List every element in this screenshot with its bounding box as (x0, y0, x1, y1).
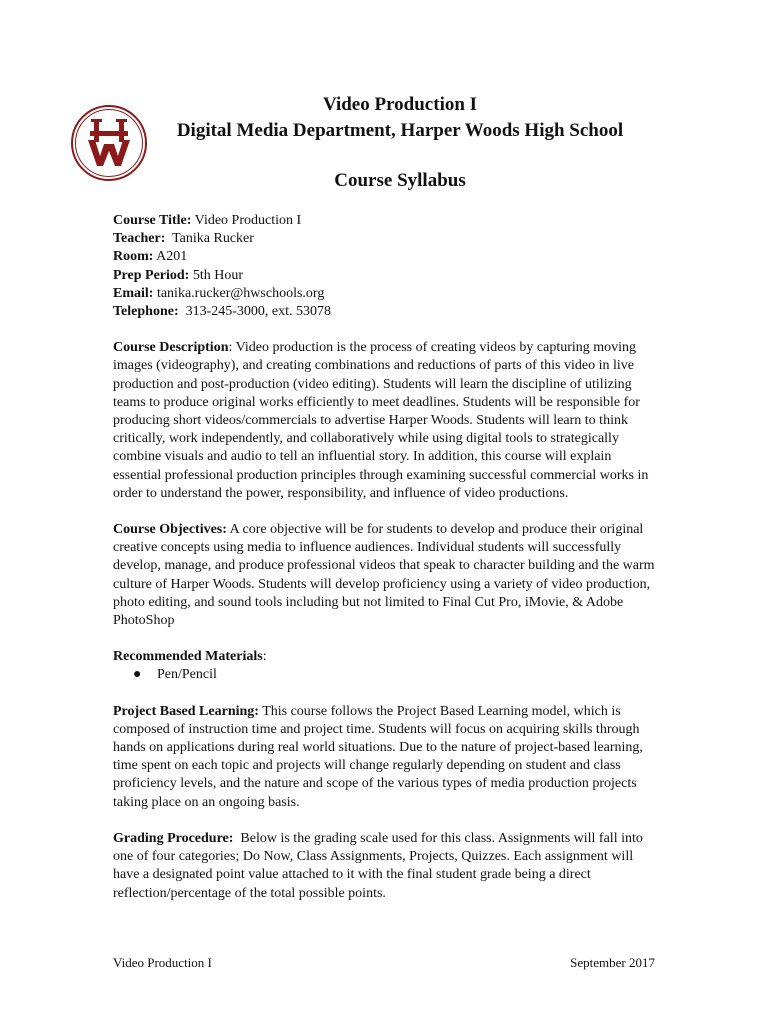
info-value: 5th Hour (189, 267, 244, 283)
section-text: : Video production is the process of creating videos by capturing moving images (videography), and creating combinations and reductions of parts of this video in live production and post-production (video editing). Students will learn the discipline of utilizing teams to produce original works efficiently to meet deadlines. Students will be responsible for producing short videos/commercials to advertise Harper Woods. Students will learn to think critically, work independently, and collaboratively while using digital tools to strategically combine visuals and audio to tell an influential story. In addition, this course will explain essential professional production principles through examining successful commercial works in order to understand the power, responsibility, and influence of video productions. (113, 340, 649, 501)
section-suffix: : (262, 649, 267, 665)
grading-procedure (113, 830, 658, 903)
info-row-email (113, 285, 658, 303)
info-value: Tanika Rucker (165, 231, 254, 247)
info-value: Video Production I (191, 213, 302, 228)
list-item-text: Pen/Pencil (157, 667, 217, 683)
section-label: Course Description (113, 340, 229, 356)
section-text: This course follows the Project Based Learning model, which is composed of instruction time and project time. Students will focus on acquiring skills through hands on applications during real world situations. Due to the nature of project-based learning, time spent on each topic and projects will change regularly depending on student and class proficiency levels, and the nature and scope of the various types of media production projects taking place on an ongoing basis. (113, 703, 643, 810)
page-footer (113, 955, 655, 971)
school-logo-icon (70, 104, 148, 182)
department-heading: Digital Media Department, Harper Woods High School (176, 120, 624, 141)
section-text: A core objective will be for students to develop and produce their original creative concepts using media to influence audiences. Individual students will successfully develop, manage, and produce professional videos that speak to character building and the warm culture of Harper Woods. Students will develop proficiency using a variety of video production, photo editing, and sound tools including but not limited to Final Cut Pro, iMovie, & Adobe PhotoShop (113, 522, 655, 629)
footer-right: September 2017 (570, 955, 655, 970)
course-info (113, 212, 658, 321)
info-value: tanika.rucker@hwschools.org (153, 285, 325, 301)
syllabus-title: Course Syllabus (334, 170, 466, 191)
info-value: 313-245-3000, ext. 53078 (178, 304, 332, 320)
document-body (113, 212, 658, 903)
info-row-prep (113, 267, 658, 285)
project-based-learning (113, 703, 658, 812)
info-label: Course Title: (113, 213, 192, 228)
info-label: Teacher: (113, 231, 166, 247)
footer-left: Video Production I (113, 955, 212, 970)
section-label: Course Objectives: (113, 522, 227, 538)
info-row-teacher (113, 230, 658, 248)
info-label: Room: (113, 249, 154, 265)
section-label: Project Based Learning: (113, 703, 259, 719)
bullet-icon: ● (133, 667, 142, 683)
recommended-materials (113, 648, 658, 684)
section-label: Recommended Materials (113, 649, 263, 665)
info-label: Prep Period: (113, 267, 190, 283)
info-row-room (113, 248, 658, 266)
info-row-title (113, 212, 658, 230)
course-objectives (113, 521, 658, 630)
info-label: Email: (113, 285, 154, 301)
info-value: A201 (153, 249, 188, 265)
section-label: Grading Procedure: (113, 830, 234, 846)
course-description (113, 339, 658, 503)
list-item (133, 666, 658, 684)
info-row-telephone (113, 303, 658, 321)
document-header (150, 92, 650, 194)
course-heading: Video Production I (322, 94, 478, 115)
info-label: Telephone: (113, 304, 179, 320)
section-text: Below is the grading scale used for this class. Assignments will fall into one of four categories; Do Now, Class Assignments, Projects, Quizzes. Each assignment will have a designated point value attached to it with the final student grade being a direct reflection/percentage of the total possible points. (113, 830, 647, 901)
